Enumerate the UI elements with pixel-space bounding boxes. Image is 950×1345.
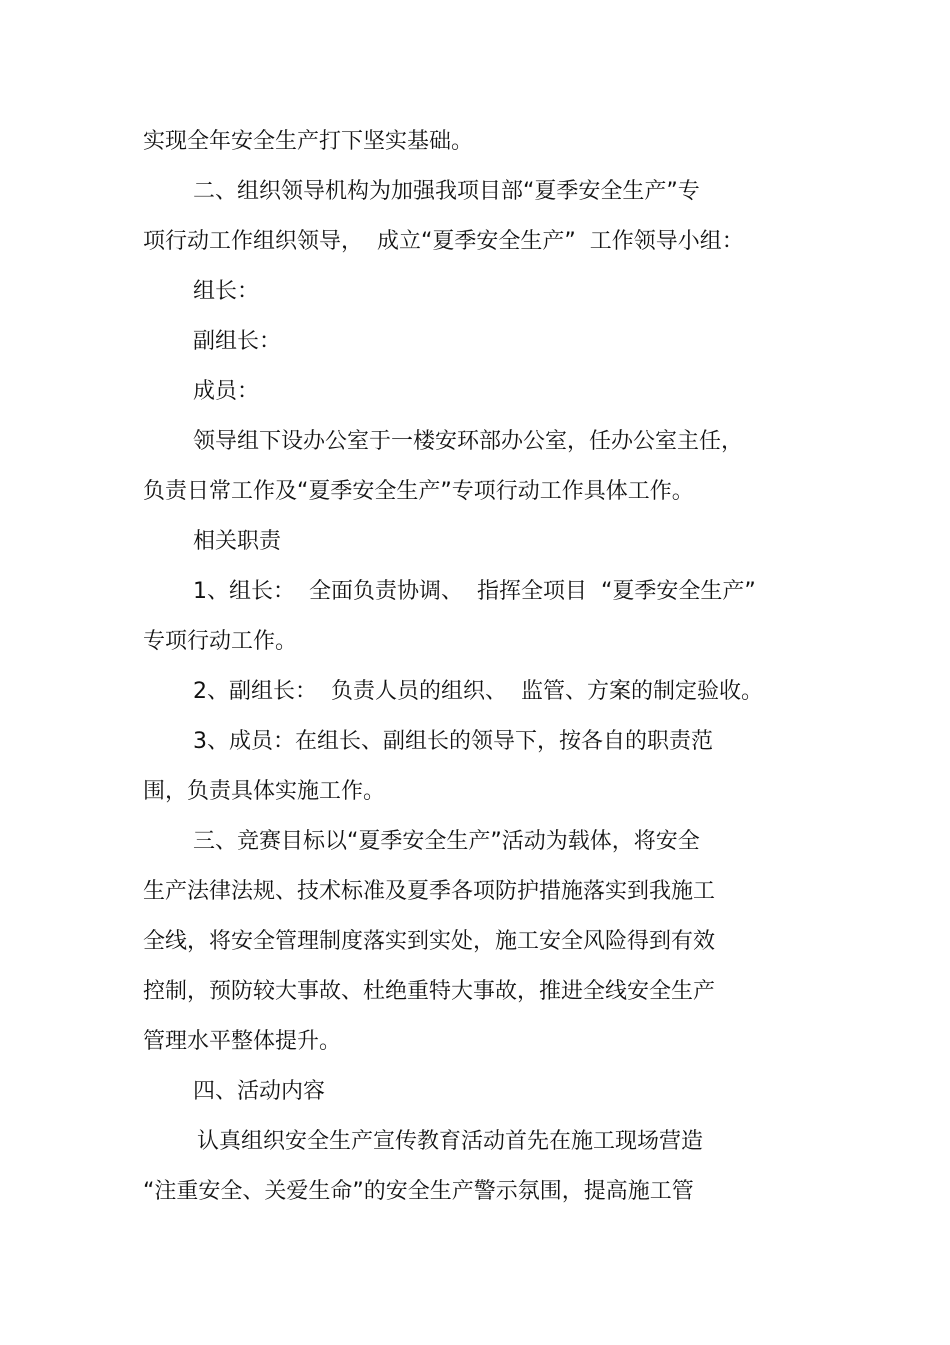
text-line: 3、成员：在组长、副组长的领导下，按各自的职责范 <box>193 729 713 754</box>
text-line: 领导组下设办公室于一楼安环部办公室，任办公室主任， <box>193 429 744 454</box>
text-line: 围，负责具体实施工作。 <box>143 779 386 804</box>
text-line: 组长： <box>193 279 260 304</box>
text-line: 生产法律法规、技术标准及夏季各项防护措施落实到我施工 <box>143 879 716 904</box>
text-line: 2、副组长： 负责人员的组织、 监管、方案的制定验收。 <box>193 679 763 704</box>
text-line: 四、活动内容 <box>193 1079 326 1104</box>
text-line: 全线，将安全管理制度落实到实处，施工安全风险得到有效 <box>143 929 716 954</box>
text-line: 专项行动工作。 <box>143 629 298 654</box>
text-line: 控制，预防较大事故、杜绝重特大事故，推进全线安全生产 <box>143 979 716 1004</box>
text-line: 相关职责 <box>193 529 282 554</box>
text-line: 成员： <box>193 379 260 404</box>
text-line: 二、组织领导机构为加强我项目部“夏季安全生产”专 <box>193 179 700 204</box>
text-line: 负责日常工作及“夏季安全生产”专项行动工作具体工作。 <box>143 479 694 504</box>
text-line: “注重安全、关爱生命”的安全生产警示氛围，提高施工管 <box>143 1179 694 1204</box>
text-line: 认真组织安全生产宣传教育活动首先在施工现场营造 <box>197 1129 704 1154</box>
text-line: 1、组长： 全面负责协调、 指挥全项目 “夏季安全生产” <box>193 579 756 604</box>
text-line: 副组长： <box>193 329 282 354</box>
text-line: 三、竞赛目标以“夏季安全生产”活动为载体，将安全 <box>193 829 700 854</box>
text-line: 实现全年安全生产打下坚实基础。 <box>143 129 474 154</box>
text-line: 管理水平整体提升。 <box>143 1029 342 1054</box>
text-line: 项行动工作组织领导， 成立“夏季安全生产” 工作领导小组： <box>143 229 744 254</box>
